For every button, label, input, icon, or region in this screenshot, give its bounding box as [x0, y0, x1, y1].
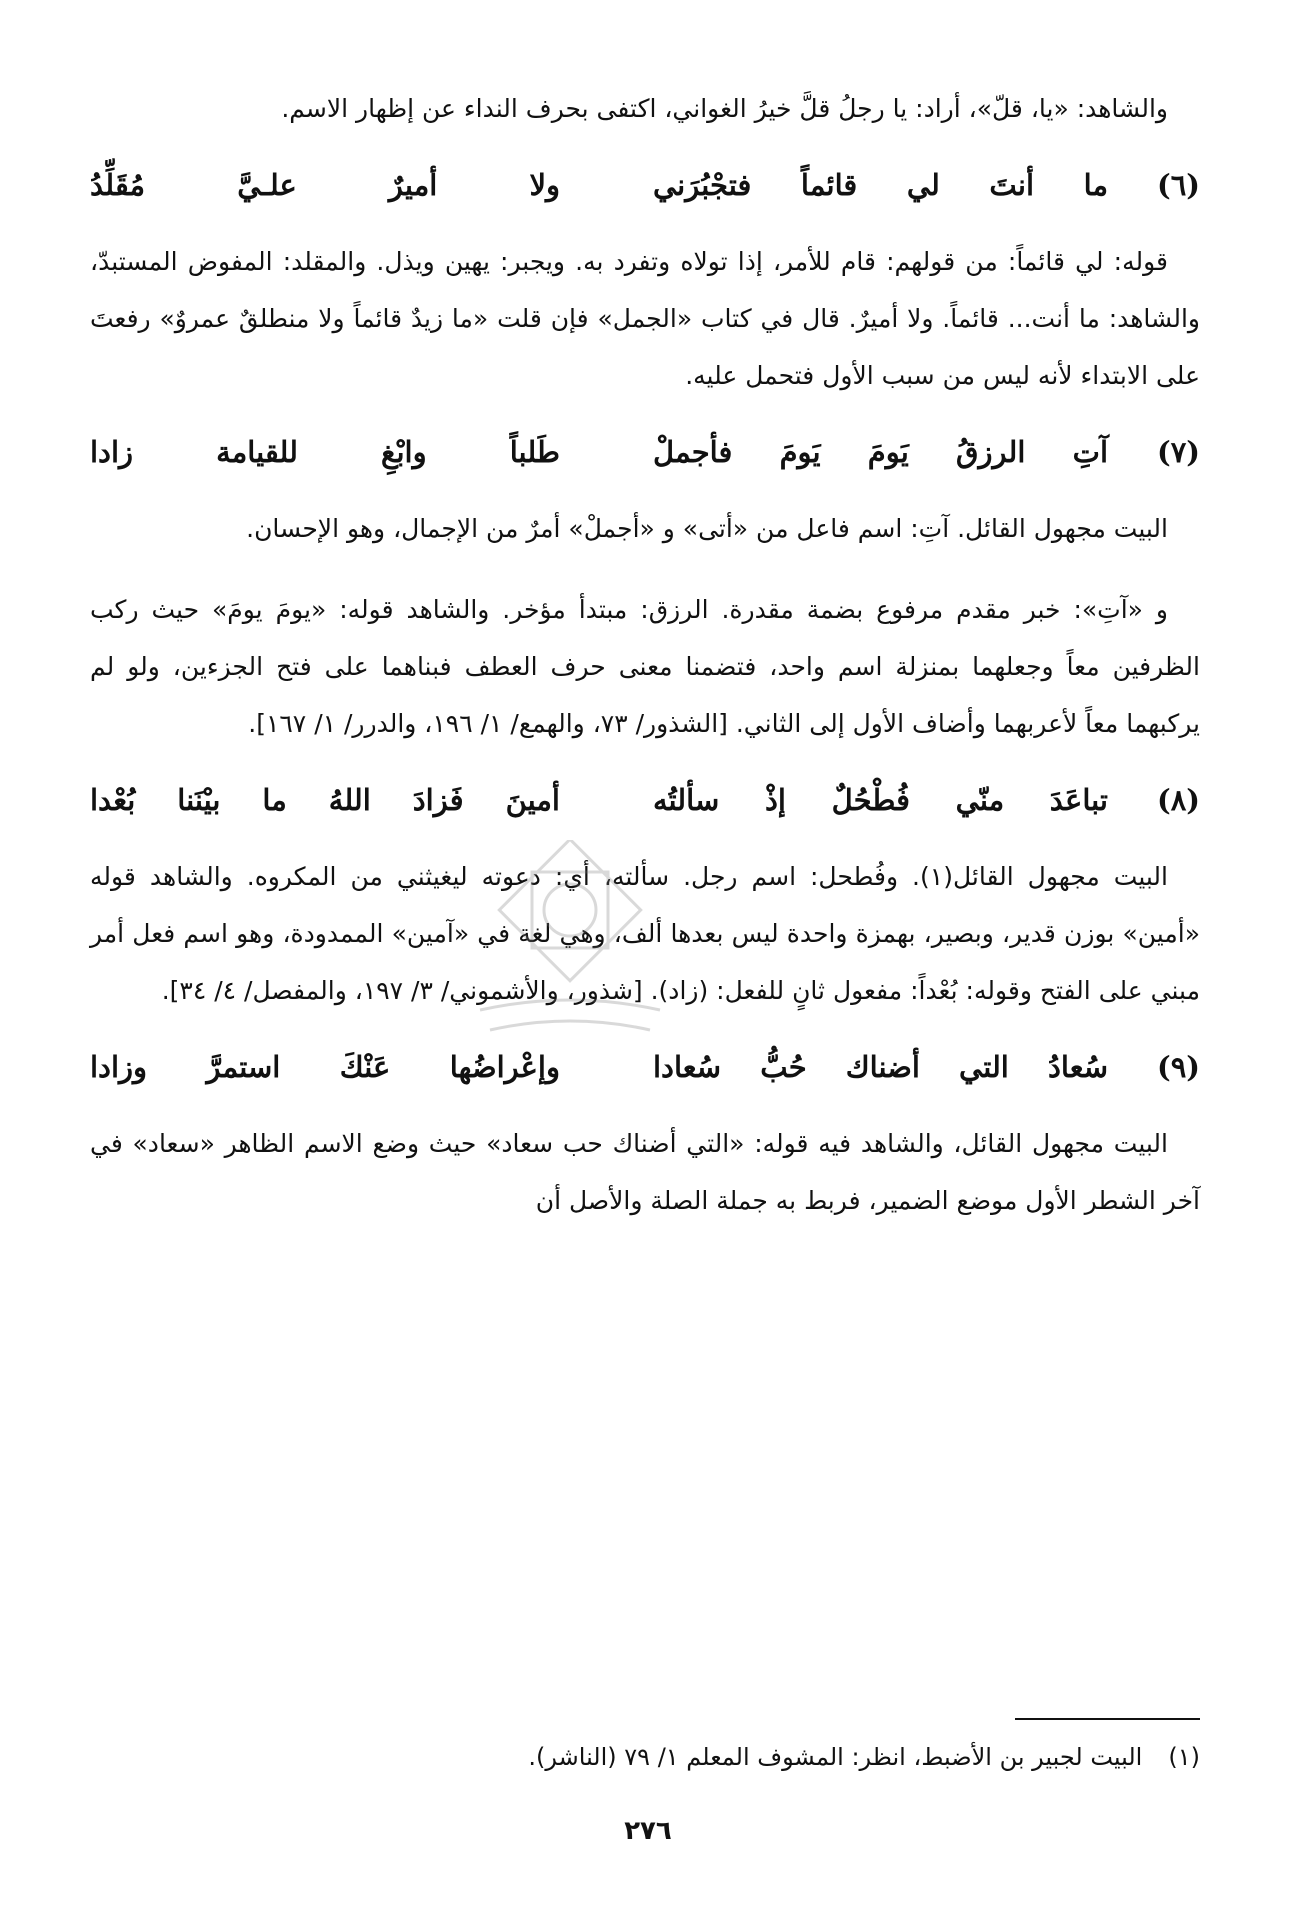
verse-8 — [90, 770, 1200, 830]
verse-second-hemistich: ولا أميرٌ علـيَّ مُقَلِّدُ — [90, 168, 560, 202]
verse-first-hemistich: تباعَدَ منّي فُطْحُلٌ إذْ سألتُه — [653, 783, 1108, 817]
book-page — [90, 80, 1200, 1229]
footnote-text: البيت لجبير بن الأضبط، انظر: المشوف المعلم ١/ ٧٩ (الناشر). — [528, 1743, 1143, 1771]
verse-first-hemistich: ما أنتَ لي قائماً فتجْبُرَني — [653, 168, 1108, 202]
verse-number: (٧) — [1156, 435, 1200, 469]
verse-number: (٦) — [1156, 168, 1200, 202]
verse-number: (٩) — [1156, 1050, 1200, 1084]
paragraph-verse-7-commentary: البيت مجهول القائل. آتِ: اسم فاعل من «أتى» و «أجملْ» أمرٌ من الإجمال، وهو الإحسان. — [246, 514, 1168, 543]
verse-second-hemistich: طَلباً وابْغِ للقيامة زادا — [90, 435, 560, 469]
page-number: ٢٧٦ — [624, 1816, 672, 1846]
verse-first-hemistich: آتِ الرزقُ يَومَ يَومَ فأجملْ — [653, 435, 1108, 469]
paragraph-verse-9-commentary: البيت مجهول القائل، والشاهد فيه قوله: «التي أضناك حب سعاد» حيث وضع الاسم الظاهر «سعاد» في آخر الشطر الأول موضع الضمير، فربط به جملة الصلة والأصل أن — [90, 1129, 1200, 1215]
verse-first-hemistich: سُعادُ التي أضناك حُبُّ سُعادا — [653, 1050, 1108, 1084]
footnote-number: (١) — [1168, 1743, 1200, 1771]
paragraph-verse-6-commentary: قوله: لي قائماً: من قولهم: قام للأمر، إذا تولاه وتفرد به. ويجبر: يهين ويذل. والمقلد: المفوض المستبدّ، والشاهد: ما أنت... قائماً. ولا أميرٌ. قال في كتاب «الجمل» فإن قلت «ما زيدٌ قائماً ولا منطلقٌ عمروٌ» رفعتَ على الابتداء لأنه ليس من سبب الأول فتحمل عليه. — [90, 247, 1200, 390]
footnote — [528, 1737, 1200, 1777]
verse-9 — [90, 1037, 1200, 1097]
verse-7 — [90, 422, 1200, 482]
verse-number: (٨) — [1156, 783, 1200, 817]
paragraph-shahid-intro: والشاهد: «يا، قلّ»، أراد: يا رجلُ قلَّ خيرُ الغواني، اكتفى بحرف النداء عن إظهار الاسم. — [281, 94, 1168, 123]
verse-second-hemistich: وإعْراضُها عَنْكَ استمرَّ وزادا — [90, 1050, 560, 1084]
verse-6 — [90, 155, 1200, 215]
paragraph-verse-8-commentary: البيت مجهول القائل(١). وفُطحل: اسم رجل. سألته، أي: دعوته ليغيثني من المكروه. والشاهد قوله «أمين» بوزن قدير، وبصير، بهمزة واحدة ليس بعدها ألف، وهي لغة في «آمين» الممدودة، وهو اسم فعل أمر مبني على الفتح وقوله: بُعْداً: مفعول ثانٍ للفعل: (زاد). [شذور، والأشموني/ ٣/ ١٩٧، والمفصل/ ٤/ ٣٤]. — [90, 862, 1200, 1005]
footnote-separator — [1015, 1718, 1200, 1720]
paragraph-verse-7-grammar: و «آتِ»: خبر مقدم مرفوع بضمة مقدرة. الرزق: مبتدأ مؤخر. والشاهد قوله: «يومَ يومَ» حيث ركب الظرفين معاً وجعلهما بمنزلة اسم واحد، فتضمنا معنى حرف العطف فبناهما على فتح الجزءين، ولو لم يركبهما معاً لأعربهما وأضاف الأول إلى الثاني. [الشذور/ ٧٣، والهمع/ ١/ ١٩٦، والدرر/ ١/ ١٦٧]. — [90, 595, 1200, 738]
verse-second-hemistich: أمينَ فَزادَ اللهُ ما بيْنَنا بُعْدا — [90, 783, 560, 817]
